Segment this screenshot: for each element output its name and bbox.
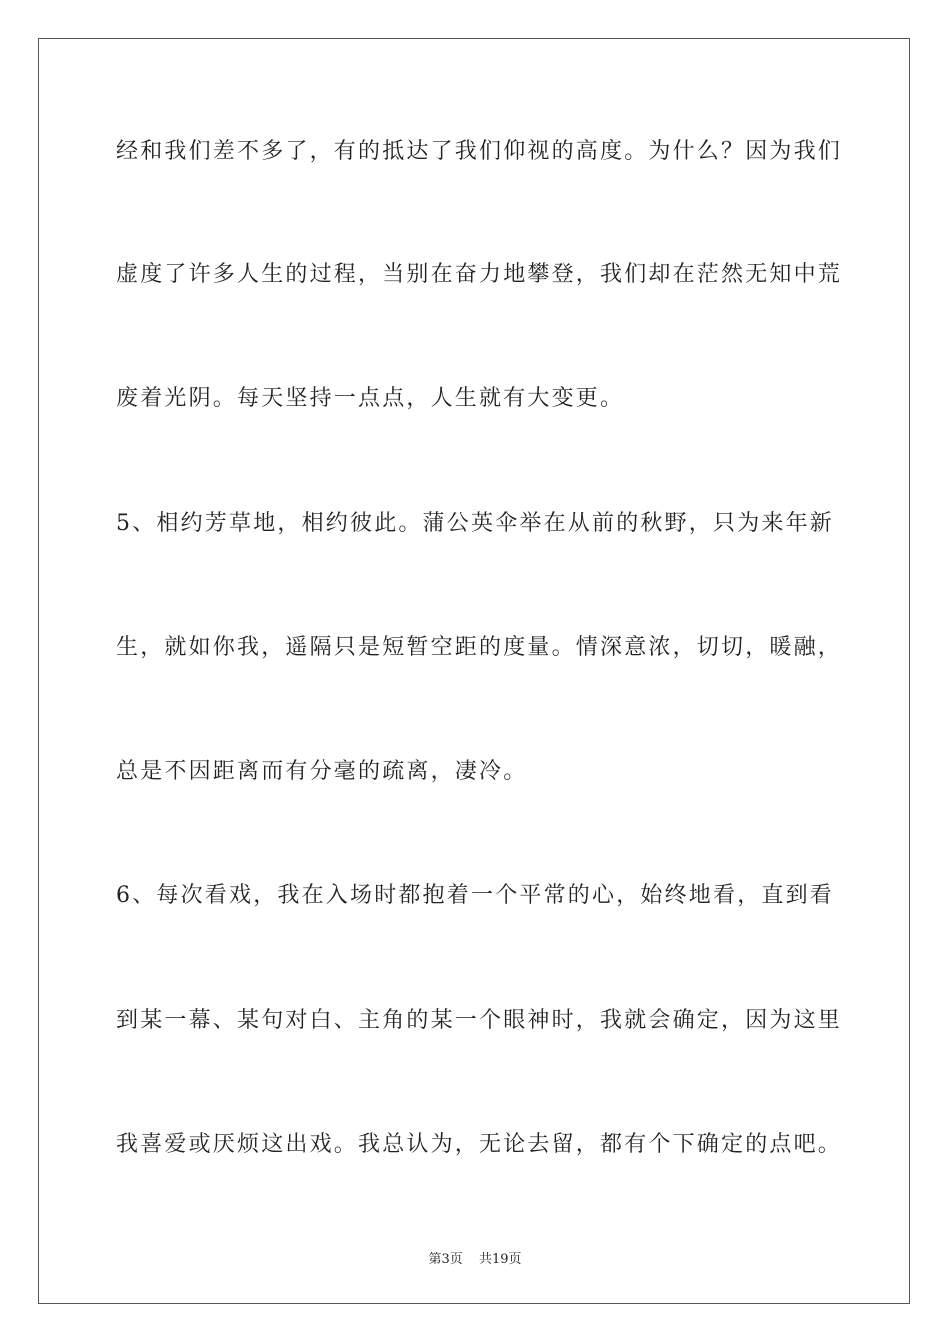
body-line-7: 6、每次看戏，我在入场时都抱着一个平常的心，始终地看，直到看 xyxy=(116,883,834,908)
body-line-5: 生，就如你我，遥隔只是短暂空距的度量。情深意浓，切切，暖融， xyxy=(116,635,843,660)
page-total: 共19页 xyxy=(478,1252,522,1267)
body-line-3: 废着光阴。每天坚持一点点，人生就有大变更。 xyxy=(116,386,625,411)
page-footer xyxy=(0,1248,950,1267)
body-line-1: 经和我们差不多了，有的抵达了我们仰视的高度。为什么？因为我们 xyxy=(116,139,843,164)
page-number: 第3页 xyxy=(428,1252,463,1267)
body-line-2: 虚度了许多人生的过程，当别在奋力地攀登，我们却在茫然无知中荒 xyxy=(116,262,843,287)
body-line-9: 我喜爱或厌烦这出戏。我总认为，无论去留，都有个下确定的点吧。 xyxy=(116,1132,843,1157)
body-line-6: 总是不因距离而有分毫的疏离，凄冷。 xyxy=(116,759,528,784)
body-line-4: 5、相约芳草地，相约彼此。蒲公英伞举在从前的秋野，只为来年新 xyxy=(116,511,834,536)
body-line-8: 到某一幕、某句对白、主角的某一个眼神时，我就会确定，因为这里 xyxy=(116,1008,843,1033)
page-frame xyxy=(38,38,910,1304)
